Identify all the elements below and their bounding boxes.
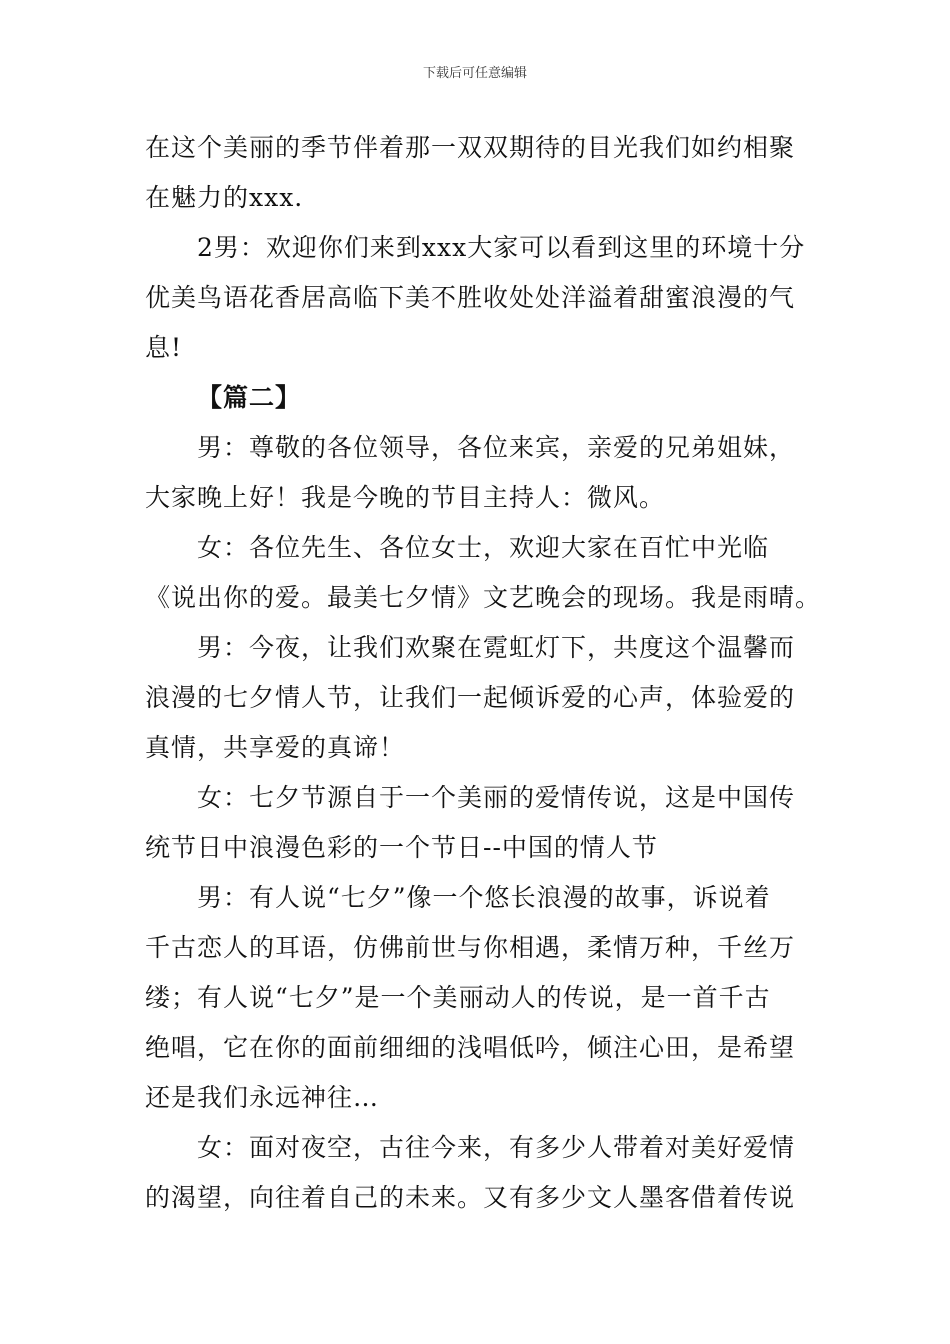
paragraph-2 (145, 223, 815, 373)
paragraph-4 (145, 523, 822, 623)
text-line: 的渴望，向往着自己的未来。又有多少文人墨客借着传说 (145, 1183, 796, 1212)
text-line: 统节日中浪漫色彩的一个节日--中国的情人节 (145, 833, 658, 862)
paragraph-5 (145, 623, 815, 773)
text-line: 女：各位先生、各位女士，欢迎大家在百忙中光临 (197, 533, 770, 562)
text-line: 在这个美丽的季节伴着那一双双期待的目光我们如约相聚 (145, 133, 796, 162)
text-line: 女：面对夜空，古往今来，有多少人带着对美好爱情 (197, 1133, 796, 1162)
paragraph-7 (145, 873, 815, 1123)
text-line: 缕；有人说“七夕”是一个美丽动人的传说，是一首千古 (145, 983, 771, 1012)
text-line: 女：七夕节源自于一个美丽的爱情传说，这是中国传 (197, 783, 796, 812)
text-line: 《说出你的爱。最美七夕情》文艺晚会的现场。我是雨晴。 (145, 583, 822, 612)
text-line: 男：尊敬的各位领导，各位来宾，亲爱的兄弟姐妹， (197, 433, 796, 462)
section-heading-text: 【篇二】 (197, 383, 302, 412)
section-heading (145, 373, 815, 423)
text-line: 绝唱，它在你的面前细细的浅唱低吟，倾注心田，是希望 (145, 1033, 796, 1062)
paragraph-1 (145, 123, 815, 223)
text-line: 还是我们永远神往… (145, 1083, 380, 1112)
paragraph-3 (145, 423, 815, 523)
text-line: 真情，共享爱的真谛！ (145, 733, 406, 762)
text-line: 息! (145, 333, 183, 362)
text-line: 男：有人说“七夕”像一个悠长浪漫的故事，诉说着 (197, 883, 771, 912)
document-body (145, 123, 822, 1223)
page-header-note: 下载后可任意编辑 (422, 66, 527, 81)
text-line: 优美鸟语花香居高临下美不胜收处处洋溢着甜蜜浪漫的气 (145, 283, 796, 312)
text-line: 2男：欢迎你们来到xxx大家可以看到这里的环境十分 (197, 233, 806, 262)
text-line: 浪漫的七夕情人节，让我们一起倾诉爱的心声，体验爱的 (145, 683, 796, 712)
text-line: 男：今夜，让我们欢聚在霓虹灯下，共度这个温馨而 (197, 633, 796, 662)
paragraph-8 (145, 1123, 815, 1223)
text-line: 大家晚上好！我是今晚的节目主持人：微风。 (145, 483, 666, 512)
text-line: 在魅力的xxx. (145, 183, 304, 212)
text-line: 千古恋人的耳语，仿佛前世与你相遇，柔情万种，千丝万 (145, 933, 796, 962)
paragraph-6 (145, 773, 815, 873)
